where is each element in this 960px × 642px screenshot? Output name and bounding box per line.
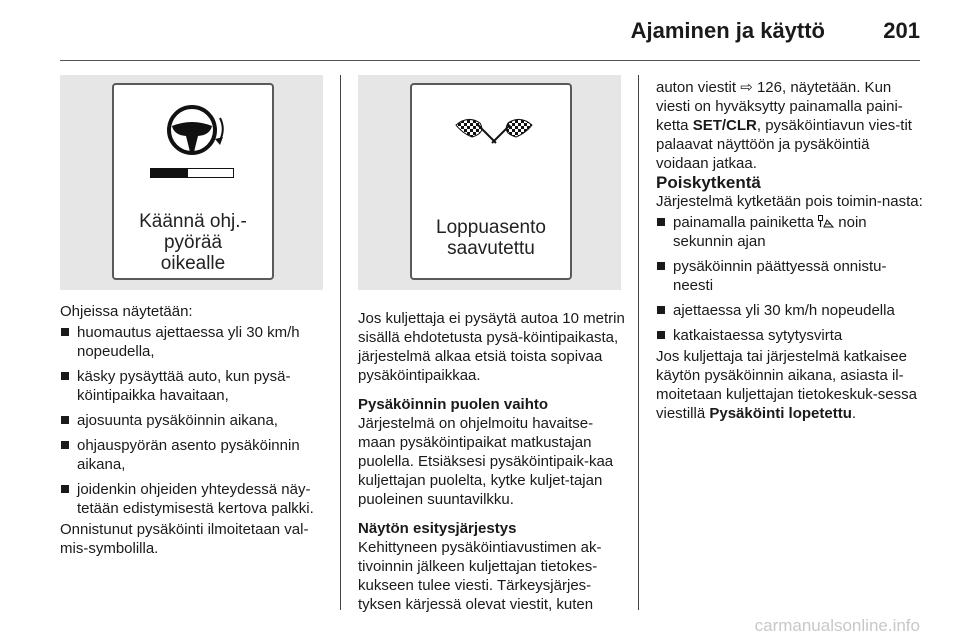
figure-steering xyxy=(60,75,323,290)
subheading: Pysäköinnin puolen vaihto xyxy=(358,396,549,413)
text: auton viestit xyxy=(656,79,737,96)
column-1 xyxy=(60,302,328,558)
paragraph: Onnistunut pysäköinti ilmoitetaan val-mis-symbolilla. xyxy=(60,521,309,557)
list-item: katkaistaessa sytytysvirta xyxy=(656,326,924,345)
paragraph: Kehittyneen pysäköintiavustimen ak-tivoinnin jälkeen kuljettajan tietokes-kukseen tulee viesti. Tärkeysjärjes-tyksen kärjessä olevat viestit, kuten xyxy=(358,539,602,613)
section-heading: Poiskytkentä xyxy=(656,173,761,192)
message-line: Loppuasento xyxy=(436,217,546,238)
text: Jos kuljettaja tai järjestelmä katkaisee käytön pysäköinnin aikana, asiasta il-moitetaan kuljettajan tietokeskuk-sessa viestillä xyxy=(656,348,917,422)
checkered-flags-icon xyxy=(452,111,536,145)
paragraph xyxy=(656,347,924,423)
section-title: Ajaminen ja käyttö xyxy=(630,18,825,43)
progress-fill xyxy=(151,169,188,177)
message-line: pyörää xyxy=(163,232,223,253)
list-item: pysäköinnin päättyessä onnistu-neesti xyxy=(656,257,924,295)
list-item: joidenkin ohjeiden yhteydessä näy-tetään edistymisestä kertova palkki. xyxy=(60,480,328,518)
bullet-list xyxy=(60,323,328,518)
reference-arrow-icon: ⇨ xyxy=(740,79,753,96)
bullet-list xyxy=(656,213,924,345)
page-number: 201 xyxy=(883,18,920,43)
paragraph: Järjestelmä on ohjelmoitu havaitse-maan pysäköintipaikat matkustajan puolella. Etsiäksesi pysäköintipaik-kaa kuljettajan puolelta, kytke kuljet-tajan puoleinen suuntavilkku. xyxy=(358,415,614,508)
text: , pysäköintiavun vies-tit palaavat näyttöön ja pysäköintiä voidaan jatkaa. xyxy=(656,117,912,172)
list-item: ajosuunta pysäköinnin aikana, xyxy=(60,411,328,430)
paragraph: Järjestelmä kytketään pois toimin-nasta: xyxy=(656,193,923,210)
paragraph: Ohjeissa näytetään: xyxy=(60,303,193,320)
message-line: oikealle xyxy=(160,253,226,274)
column-divider xyxy=(340,75,341,610)
column-3 xyxy=(656,78,924,423)
list-item: ajettaessa yli 30 km/h nopeudella xyxy=(656,301,924,320)
message-name: Pysäköinti lopetettu xyxy=(709,405,852,422)
column-divider xyxy=(638,75,639,610)
panel-message xyxy=(114,211,272,274)
panel-message xyxy=(412,217,570,259)
message-line: Käännä ohj.- xyxy=(139,211,247,232)
paragraph: Jos kuljettaja ei pysäytä autoa 10 metrin sisällä ehdotetusta pysä-köintipaikasta, järjestelmä alkaa etsiä toista sopivaa pysäköintipaikkaa. xyxy=(358,310,625,384)
display-panel xyxy=(410,83,572,280)
text: , näytetään. Kun viesti on hyväksytty painamalla paini-ketta xyxy=(656,79,903,134)
page-reference[interactable]: 126 xyxy=(756,79,782,96)
steering-wheel-icon xyxy=(164,98,228,160)
paragraph xyxy=(656,78,924,173)
list-item: ohjauspyörän asento pysäköinnin aikana, xyxy=(60,436,328,474)
list-item xyxy=(656,213,924,251)
list-item: käsky pysäyttää auto, kun pysä-köintipaikka havaitaan, xyxy=(60,367,328,405)
watermark: carmanualsonline.info xyxy=(754,616,920,635)
message-line: saavutettu xyxy=(447,238,535,259)
parking-assist-button-icon xyxy=(818,215,834,228)
text: painamalla painiketta xyxy=(673,214,814,231)
header-rule xyxy=(60,60,920,61)
list-item: huomautus ajettaessa yli 30 km/h nopeudella, xyxy=(60,323,328,361)
figure-end-position xyxy=(358,75,621,290)
text: . xyxy=(851,405,857,422)
subheading: Näytön esitysjärjestys xyxy=(358,520,517,537)
column-2 xyxy=(358,309,626,614)
display-panel xyxy=(112,83,274,280)
progress-bar xyxy=(150,168,234,178)
button-name: SET/CLR xyxy=(692,117,757,134)
page-header xyxy=(0,0,960,60)
text: noin sekunnin ajan xyxy=(673,214,867,250)
